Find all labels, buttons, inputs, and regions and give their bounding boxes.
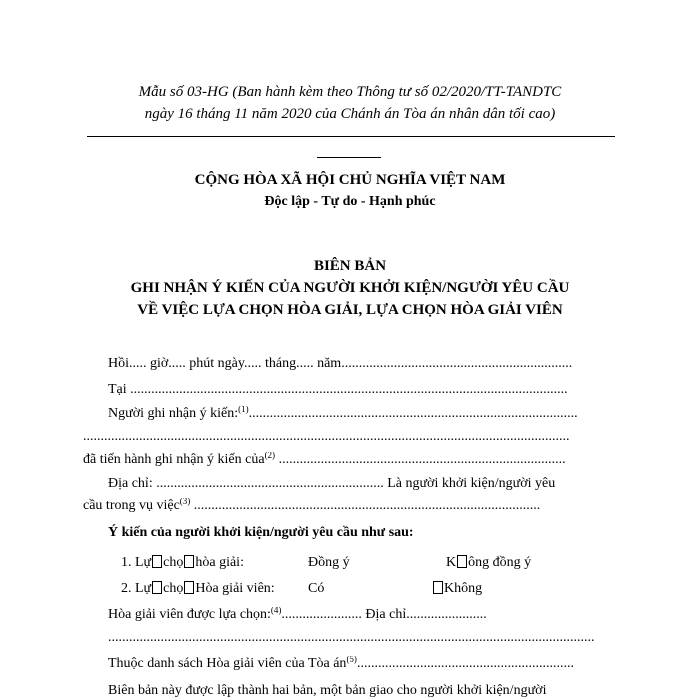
recorded-dots: ..................................................................................: [275, 452, 566, 467]
item-2-label: [121, 581, 275, 597]
footnote-5: (5): [346, 656, 357, 664]
document-subtitle-line-2: VỀ VIỆC LỰA CHỌN HÒA GIẢI, LỰA CHỌN HÒA GIẢI VIÊN: [137, 302, 563, 318]
case-dots: ...................................................................................................: [190, 498, 541, 513]
header-divider: [87, 136, 615, 137]
mediator-field: [108, 607, 618, 623]
court-list-label: Thuộc danh sách Hòa giải viên của Tòa án: [108, 656, 347, 671]
court-list-dots: ..............................................................: [356, 656, 574, 671]
case-field: [83, 498, 618, 514]
option-disagree-text-b: ông đồng ý: [468, 555, 532, 570]
court-list-field: [108, 656, 618, 672]
country-name: CỘNG HÒA XÃ HỘI CHỦ NGHĨA VIỆT NAM: [194, 172, 506, 188]
option-agree: Đồng ý: [308, 555, 350, 570]
item-1-label: [121, 555, 244, 571]
recorded-person-field: [83, 452, 618, 468]
motto-short-rule: [317, 157, 381, 158]
footnote-2: (2): [264, 452, 276, 460]
recorder-label: Người ghi nhận ý kiến:: [108, 406, 239, 421]
option-disagree: [446, 555, 531, 571]
option-no: [432, 581, 482, 597]
recorder-continuation: ...........................................................................................................................................: [83, 429, 570, 444]
item-1-text-b: chọ: [163, 555, 184, 570]
item-2-text-a: 2. Lự: [121, 581, 152, 596]
checkbox-mediation-option-2[interactable]: [184, 555, 194, 568]
item-1-text-c: hòa giải:: [195, 555, 244, 570]
closing-line: Biên bản này được lập thành hai bản, một bản giao cho người khởi kiện/người: [108, 683, 547, 698]
item-1-text-a: 1. Lự: [121, 555, 152, 570]
mediator-label: Hòa giải viên được lựa chọn:: [108, 607, 271, 622]
document-title: BIÊN BẢN: [313, 258, 387, 274]
checkbox-no[interactable]: [433, 581, 443, 594]
document-subtitle-line-1: GHI NHẬN Ý KIẾN CỦA NGƯỜI KHỞI KIỆN/NGƯỜI YÊU CẦU: [130, 280, 570, 296]
option-yes: Có: [308, 581, 325, 596]
opinion-heading: Ý kiến của người khởi kiện/người yêu cầu như sau:: [108, 525, 414, 540]
checkbox-mediation-option[interactable]: [152, 555, 162, 568]
form-reference-line-2: ngày 16 tháng 11 năm 2020 của Chánh án Tòa án nhân dân tối cao): [144, 106, 556, 122]
checkbox-disagree[interactable]: [457, 555, 467, 568]
option-disagree-text-a: K: [446, 555, 457, 570]
case-label: cầu trong vụ việc: [83, 498, 180, 513]
footnote-3: (3): [179, 498, 191, 506]
time-field: Hồi..... giờ..... phút ngày..... tháng..... năm..................................................................: [108, 356, 573, 371]
footnote-1: (1): [238, 406, 249, 414]
national-slogan: Độc lập - Tự do - Hạnh phúc: [264, 194, 436, 209]
checkbox-mediator-option[interactable]: [152, 581, 162, 594]
mediator-dots: ....................... Địa chỉ.......................: [281, 607, 487, 622]
place-field: Tại .............................................................................................................................: [108, 382, 568, 397]
option-no-text: Không: [444, 581, 483, 596]
item-2-text-c: Hòa giải viên:: [195, 581, 275, 596]
address-field: Địa chỉ: ................................................................. Là người khởi kiện/người yêu: [108, 476, 556, 491]
footnote-4: (4): [270, 607, 282, 615]
recorder-dots: ..............................................................................................: [248, 406, 578, 421]
mediator-continuation: ...........................................................................................................................................: [108, 630, 595, 645]
form-reference-line-1: Mẫu số 03-HG (Ban hành kèm theo Thông tư số 02/2020/TT-TANDTC: [138, 84, 562, 100]
recorded-label: đã tiến hành ghi nhận ý kiến của: [83, 452, 265, 467]
checkbox-mediator-option-2[interactable]: [184, 581, 194, 594]
item-2-text-b: chọ: [163, 581, 184, 596]
recorder-field: [108, 406, 618, 422]
